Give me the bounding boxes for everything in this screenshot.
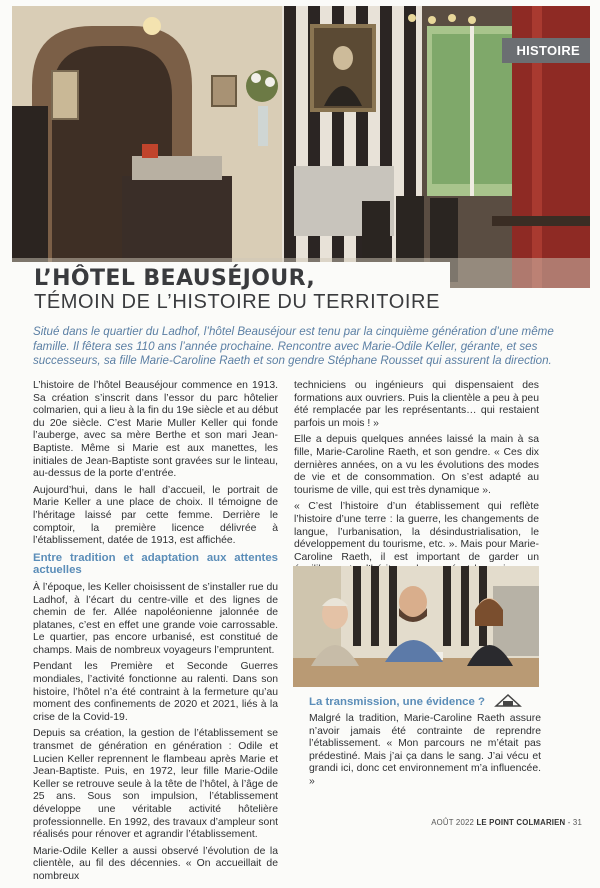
paragraph: Pendant les Première et Seconde Guerres mondiales, l’activité fonctionne au ralenti. Dans son histoire, l’hôtel n’a été contraint à la fermeture qu’au moment des confinements de 2020 et 2021, liés à la crise de la Covid-19. [33, 661, 278, 723]
title-line-1: L’HÔTEL BEAUSÉJOUR, [34, 266, 316, 291]
paragraph: Depuis sa création, la gestion de l’établissement se transmet de génération en génération : Odile et Lucien Keller reprennent le flambeau après Marie et Jean-Baptiste. Puis, en 1972, leur fille Marie-Odile Keller se retrouve seule à la tête de l’hôtel, à l’âge de 25 ans. Sous son impulsion, l’établissement développe une véritable activité hôtelière professionnelle. En 1992, des travaux d’ampleur sont réalisés pour rénover et agrandir l’établissement. [33, 728, 278, 841]
article-lead: Situé dans le quartier du Ladhof, l’hôtel Beauséjour est tenu par la cinquième génération d’une même famille. Il fêtera ses 110 ans l’année prochaine. Rencontre avec Marie-Odile Keller, gérante, et ses successeurs, sa fille Marie-Caroline Raeth et son gendre Stéphane Rousset qui assurent la direction. [33, 325, 554, 368]
issue-date: AOÛT 2022 [431, 818, 475, 827]
paragraph: techniciens ou ingénieurs qui dispensaient des formations aux ouvriers. Puis la clientèle a peu à peu été remplacée par les représentants… qui restaient parfois un mois ! » [294, 380, 539, 429]
family-photo [293, 566, 539, 687]
left-column [33, 380, 278, 888]
section-label: HISTOIRE [502, 38, 590, 63]
transmission-text: Malgré la tradition, Marie-Caroline Raeth assure n’avoir jamais été contrainte de reprendre l’établissement. « Mon parcours ne m’était pas prédestiné. Mais j’ai ça dans le sang. J’ai vécu et grandi ici, donc cet environnement m’a influencée. » [309, 713, 541, 787]
paragraph: « C’est l’histoire d’un établissement qui reflète l’histoire d’une terre : la guerre, les changements de langue, l’urbanisation, la désindustrialisation, le développement du tourisme, etc. ». Mais pour Marie-Caroline Raeth, il est important de garder un [294, 501, 539, 563]
transmission-heading: La transmission, une évidence ? [309, 696, 485, 708]
title-line-2: TÉMOIN DE L’HISTOIRE DU TERRITOIRE [34, 291, 441, 313]
article-title [12, 262, 450, 314]
paragraph: Aujourd’hui, dans le hall d’accueil, le portrait de Marie Keller a une place de choix. Il témoigne de l’héritage laissé par cette femme. Derrière le comptoir, la première licence délivrée à l’établissement, datée de 1913, est affichée. [33, 484, 278, 547]
family-portrait-illustration [293, 566, 539, 687]
publication-name: LE POINT COLMARIEN [476, 818, 566, 827]
page-number: 31 [572, 818, 582, 827]
paragraph: L’histoire de l’hôtel Beauséjour commence en 1913. Sa création s’inscrit dans l’essor du parc hôtelier colmarien, qui a lieu à la fin du 19e siècle et au début du 20e siècle. C’est Marie Muller Keller qui fonde l’auberge, avec sa mère Berthe et son mari Jean-Baptiste. Même si Marie est aux manettes, les initiales de Jean-Baptiste sont gravées sur le linteau, au-dessus de la porte d’entrée. [33, 380, 278, 480]
page-footer: AOÛT 2022 LE POINT COLMARIEN - 31 [431, 818, 582, 827]
paragraph: Marie-Odile Keller a aussi observé l’évolution de la clientèle, au fil des décennies. « On accueillait de nombreux [33, 845, 278, 882]
subheading: Entre tradition et adaptation aux attentes actuelles [33, 551, 278, 577]
paragraph: À l’époque, les Keller choisissent de s’installer rue du Ladhof, à l’écart du centre-ville et des lignes de chemin de fer. Allée napoléonienne jalonnée de platanes, c’est en effet une grande voie carrossable. Le quartier, pas encore urbanisé, est constitué de champs. Mais de nombreux voyageurs l’empruntent. [33, 581, 278, 656]
hotel-logo-icon [494, 692, 522, 713]
paragraph: Elle a depuis quelques années laissé la main à sa fille, Marie-Caroline Raeth, et son gendre. « Ces dix dernières années, on a vu les évolutions des modes de vie et de consommation. On s’est adapté au tourisme de ville, qui est très dynamique ». [294, 434, 539, 496]
right-column [294, 380, 539, 594]
hero-photo [12, 6, 590, 288]
